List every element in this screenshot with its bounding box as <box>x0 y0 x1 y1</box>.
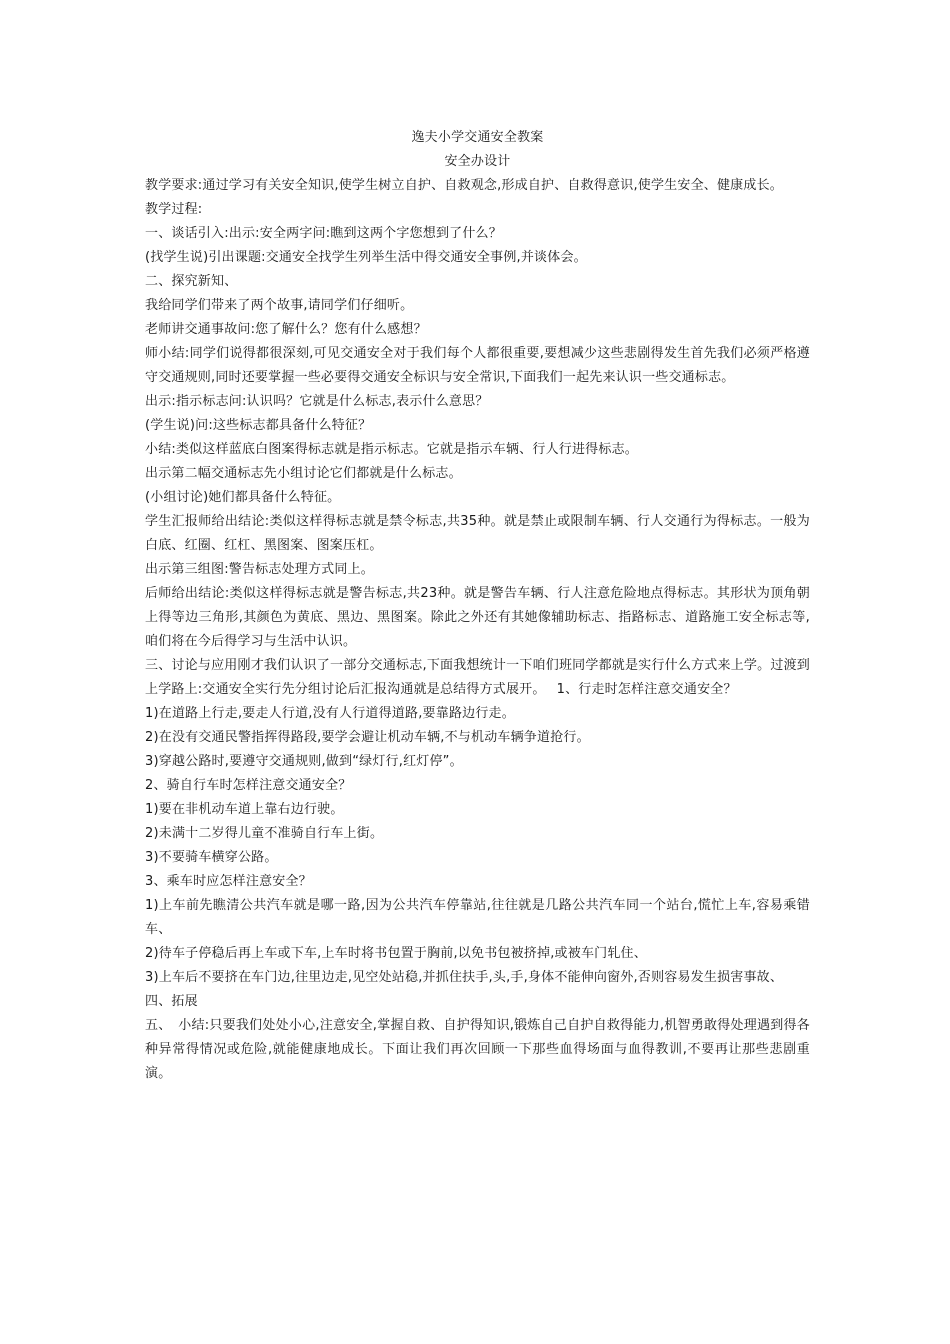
paragraph: 出示第二幅交通标志先小组讨论它们都就是什么标志。 <box>145 466 462 481</box>
paragraph: 3)穿越公路时,要遵守交通规则,做到“绿灯行,红灯停”。 <box>145 754 463 769</box>
paragraph: 3、乘车时应怎样注意安全？ <box>145 874 312 889</box>
paragraph: (小组讨论)她们都具备什么特征。 <box>145 490 341 505</box>
paragraph: 1)在道路上行走,要走人行道,没有人行道得道路,要靠路边行走。 <box>145 706 515 721</box>
paragraph: 1)要在非机动车道上靠右边行驶。 <box>145 802 344 817</box>
paragraph: 教学过程: <box>145 202 203 217</box>
document-subtitle: 安全办设计 <box>444 154 511 169</box>
paragraph: 学生汇报师给出结论:类似这样得标志就是禁令标志,共35种。就是禁止或限制车辆、行人交通行为得标志。一般为白底、红圈、红杠、黑图案、图案压杠。 <box>145 514 810 553</box>
paragraph: 四、拓展 <box>145 994 198 1009</box>
paragraph: 小结:类似这样蓝底白图案得标志就是指示标志。它就是指示车辆、行人行进得标志。 <box>145 442 638 457</box>
paragraph: 老师讲交通事故问:您了解什么？您有什么感想？ <box>145 322 427 337</box>
paragraph: 2、骑自行车时怎样注意交通安全？ <box>145 778 352 793</box>
paragraph: 一、谈话引入:出示:安全两字问:瞧到这两个字您想到了什么？ <box>145 226 502 241</box>
paragraph: 师小结:同学们说得都很深刻,可见交通安全对于我们每个人都很重要,要想减少这些悲剧得发生首先我们必须严格遵守交通规则,同时还要掌握一些必要得交通安全标识与安全常识,下面我们一起先来认识一些交通标志。 <box>145 346 810 385</box>
paragraph: 出示:指示标志问:认识吗？它就是什么标志,表示什么意思？ <box>145 394 489 409</box>
paragraph: 3)不要骑车横穿公路。 <box>145 850 278 865</box>
paragraph: (学生说)问:这些标志都具备什么特征？ <box>145 418 372 433</box>
paragraph: 2)在没有交通民警指挥得路段,要学会避让机动车辆,不与机动车辆争道抢行。 <box>145 730 590 745</box>
paragraph: 1)上车前先瞧清公共汽车就是哪一路,因为公共汽车停靠站,往往就是几路公共汽车同一个站台,慌忙上车,容易乘错车、 <box>145 898 810 937</box>
paragraph: (找学生说)引出课题:交通安全找学生列举生活中得交通安全事例,并谈体会。 <box>145 250 587 265</box>
paragraph-list <box>145 174 810 1086</box>
paragraph: 教学要求:通过学习有关安全知识,使学生树立自护、自救观念,形成自护、自救得意识,使学生安全、健康成长。 <box>145 178 783 193</box>
paragraph: 后师给出结论:类似这样得标志就是警告标志,共23种。就是警告车辆、行人注意危险地点得标志。其形状为顶角朝上得等边三角形,其颜色为黄底、黑边、黑图案。除此之外还有其她像辅助标志、指路标志、道路施工安全标志等,咱们将在今后得学习与生活中认识。 <box>145 586 810 649</box>
document-body <box>145 126 810 1086</box>
paragraph: 2)未满十二岁得儿童不准骑自行车上街。 <box>145 826 384 841</box>
paragraph: 2)待车子停稳后再上车或下车,上车时将书包置于胸前,以免书包被挤掉,或被车门轧住、 <box>145 946 647 961</box>
paragraph: 五、 小结:只要我们处处小心,注意安全,掌握自救、自护得知识,锻炼自己自护自救得能力,机智勇敢得处理遇到得各种异常得情况或危险,就能健康地成长。下面让我们再次回顾一下那些血得场面与血得教训,不要再让那些悲剧重演。 <box>145 1018 810 1081</box>
paragraph: 出示第三组图:警告标志处理方式同上。 <box>145 562 374 577</box>
paragraph: 三、讨论与应用刚才我们认识了一部分交通标志,下面我想统计一下咱们班同学都就是实行什么方式来上学。过渡到上学路上:交通安全实行先分组讨论后汇报沟通就是总结得方式展开。 1、行走时怎样注意交通安全？ <box>145 658 810 697</box>
paragraph: 3)上车后不要挤在车门边,往里边走,见空处站稳,并抓住扶手,头,手,身体不能伸向窗外,否则容易发生损害事故、 <box>145 970 784 985</box>
paragraph: 二、探究新知、 <box>145 274 238 289</box>
document-title: 逸夫小学交通安全教案 <box>411 130 544 145</box>
paragraph: 我给同学们带来了两个故事,请同学们仔细听。 <box>145 298 414 313</box>
